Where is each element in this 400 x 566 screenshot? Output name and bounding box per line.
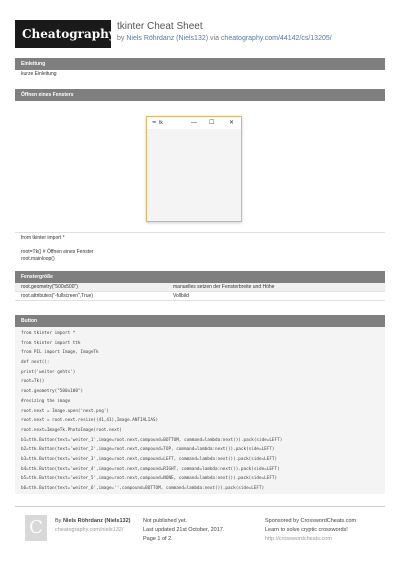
code-line: b5=ttk.Button(text='weiter_5',image=root.next,compound=NONE, command=lambda:next()).pack(side=LEFT) [21,476,278,482]
close-icon: ✕ [229,120,235,126]
section-button [15,315,385,494]
table-row [15,283,385,292]
code-line: b1=ttk.Button(text='weiter_1',image=root.next,compound=BOTTOM, command=lambda:next()).pack(side=LEFT) [21,437,283,443]
tk-window-titlebar [147,117,241,129]
code-line: root.mainloop() [21,256,55,262]
code-cell: root.attributes("-fullscreen",True) [21,293,93,299]
sponsor-label[interactable]: Sponsored by CrosswordCheats.com [265,518,357,524]
page-indicator: Page 1 of 2. [143,536,173,542]
section-title: Button [15,315,385,327]
code-cell: root.geometry("500x500") [21,284,78,290]
footer-author-url[interactable]: cheatography.com/niels132/ [55,527,124,533]
section-title: Öffnen eines Fensters [15,89,385,101]
code-line: b2=ttk.Button(text='weiter_2',image=root.next,compound=TOP, command=lambda:next()).pack(side=LEFT) [21,447,275,453]
section-text: kurze Einleitung [21,71,57,77]
footer-sponsor-col [265,517,356,544]
footer-status-col [143,517,224,544]
tk-window-title: tk [159,120,163,126]
last-updated: Last updated 21st October, 2017. [143,527,225,533]
code-line: from tkinter import * [21,235,65,241]
maximize-icon: ☐ [209,120,215,126]
tk-window [146,116,242,222]
table-row [15,292,385,301]
author-link[interactable]: Niels Röhrdanz (Niels132) [126,35,209,42]
window-screenshot-area [15,101,385,233]
section-einleitung [15,58,385,79]
section-title: Einleitung [15,58,385,70]
by-label: by [117,35,125,42]
cheatography-avatar-icon: C [25,515,47,541]
code-line [15,242,385,249]
sponsor-url[interactable]: http://crosswordcheats.com [265,536,332,542]
code-line: def next(): [21,360,50,366]
code-block [15,327,385,494]
byline [117,35,332,42]
code-line: root.next = Image.open('next.png') [21,408,109,414]
code-line: from tkinter import ttk [21,340,81,346]
publish-status: Not published yet. [143,518,188,524]
code-line: b3=ttk.Button(text='weiter_3',image=root.next,compound=LEFT, command=lambda:next()).pack(side=LEFT) [21,456,278,462]
code-line: root=Tk() [21,379,45,385]
sheet-title: tkinter Cheat Sheet [117,21,203,32]
section-oeffnen [15,89,385,269]
cheatography-logo[interactable]: Cheatography [15,20,111,48]
code-line: b4=ttk.Button(text='weiter_4',image=root.next,compound=RIGHT, command=lambda:next()).pack(side=LEFT) [21,466,280,472]
footer-by-label: By [55,518,62,524]
feather-icon: ✒ [152,120,158,126]
code-line: from tkinter import * [21,331,76,336]
footer-author-link[interactable]: Niels Röhrdanz (Niels132) [62,518,131,524]
section-fenstergroesse [15,271,385,301]
page-footer [15,506,385,556]
minimize-icon: — [191,120,197,126]
footer-author-col [55,517,131,535]
section-title: Fenstergröße [15,271,385,283]
code-line: root.next = root.next.resize((41,41),Image.ANTIALIAS) [21,418,159,424]
code-line: root=Tk() # Öffnen eines Fenster [21,249,94,255]
sponsor-text: Learn to solve cryptic crosswords! [265,527,348,533]
desc-cell: Vollbild [173,293,189,299]
desc-cell: manuelles setzen der Fensterbreite und Höhe [173,284,275,290]
code-line: print('weiter gehts') [21,369,76,375]
via-label: via [210,35,219,42]
code-block [15,233,385,263]
code-line: root.geometry("500x100") [21,389,84,395]
page-header [15,20,385,50]
code-line: root.next=ImageTk.PhotoImage(root.next) [21,427,122,433]
code-line: from PIL import Image, ImageTk [21,350,99,356]
sheet-url-link[interactable]: cheatography.com/44142/cs/13205/ [220,35,332,42]
code-line: b6=ttk.Button(text='weiter_6',image='',compound=BOTTOM, command=lambda:next()).pack(side=LEFT) [21,486,265,491]
code-line: #resizing the image [21,398,71,404]
